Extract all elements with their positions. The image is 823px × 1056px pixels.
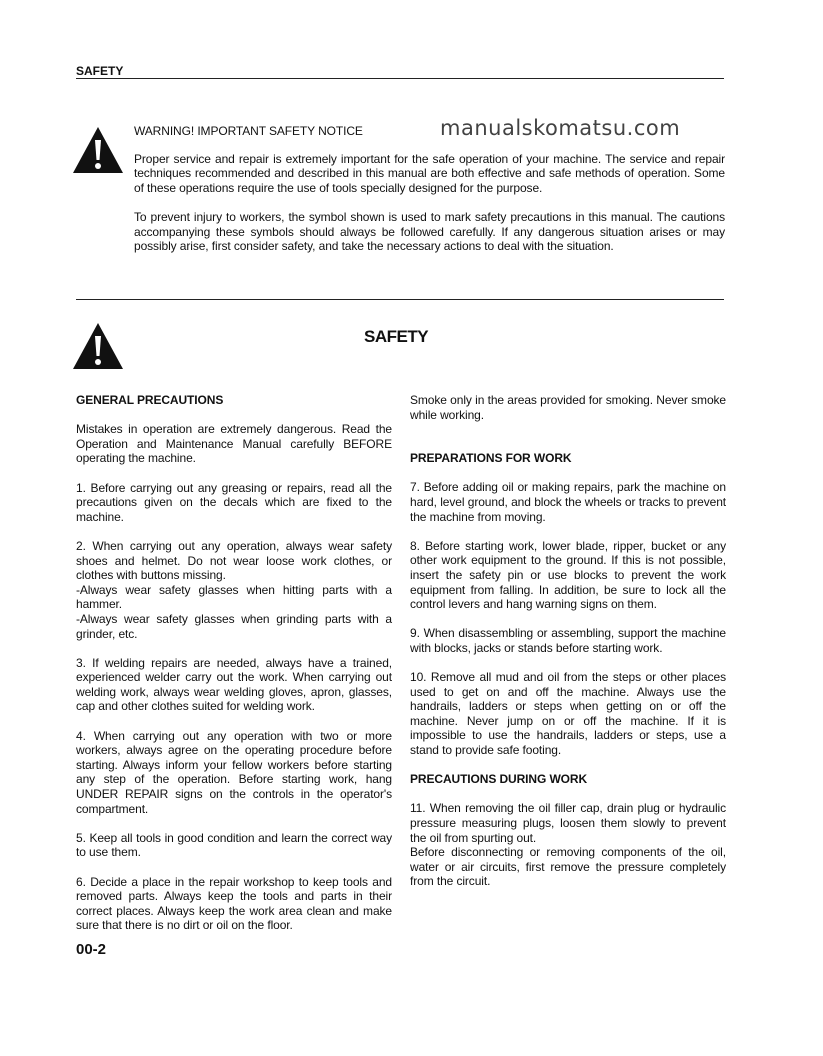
heading-general-precautions: GENERAL PRECAUTIONS (76, 393, 224, 407)
precaution-9: 9. When disassembling or assembling, support the machine with blocks, jacks or stands before starting work. (410, 626, 726, 655)
precaution-8: 8. Before starting work, lower blade, ripper, bucket or any other work equipment to the ground. If this is not possible, insert the safety pin or use blocks to prevent the work equipment from falling. In addition, be sure to lock all the control levers and hang warning signs on them. (410, 538, 726, 612)
warning-triangle-icon (72, 322, 124, 370)
precaution-10: 10. Remove all mud and oil from the steps or other places used to get on and off the machine. Always use the handrails, ladders or steps when getting on or off the machine. Never jump on or off the machine. If it is impossible to use the handrails, ladders or steps, use a stand to provide safe footing. (410, 670, 726, 758)
right-column (410, 393, 726, 889)
precaution-4: 4. When carrying out any operation with two or more workers, always agree on the operating procedure before starting. Always inform your fellow workers before starting any step of the operation. Before starting work, hang UNDER REPAIR signs on the controls in the operator's compartment. (76, 728, 392, 816)
precaution-6: 6. Decide a place in the repair workshop to keep tools and removed parts. Always keep the tools and parts in their correct places. Always keep the work area clean and make sure that there is no dirt or oil on the floor. (76, 874, 392, 933)
precaution-2: 2. When carrying out any operation, always wear safety shoes and helmet. Do not wear loose work clothes, or clothes with buttons missing. (76, 538, 392, 583)
left-column (76, 393, 392, 958)
page-number: 00-2 (76, 940, 107, 958)
heading-during-work: PRECAUTIONS DURING WORK (410, 772, 588, 787)
precaution-1: 1. Before carrying out any greasing or repairs, read all the precautions given on the decals which are fixed to the machine. (76, 480, 392, 524)
precaution-11b: Before disconnecting or removing components of the oil, water or air circuits, first remove the pressure completely from the circuit. (410, 845, 726, 889)
notice-paragraph-2: To prevent injury to workers, the symbol shown is used to mark safety precautions in this manual. The cautions accompanying these symbols should always be followed carefully. If any dangerous situation arises or may possibly arise, first consider safety, and take the necessary actions to deal with the situation. (134, 209, 725, 254)
precaution-2b: -Always wear safety glasses when hitting parts with a hammer. (76, 582, 392, 612)
precaution-7: 7. Before adding oil or making repairs, park the machine on hard, level ground, and block the wheels or tracks to prevent the machine from moving. (410, 480, 726, 524)
heading-preparations: PREPARATIONS FOR WORK (410, 451, 572, 466)
precaution-2c: -Always wear safety glasses when grinding parts with a grinder, etc. (76, 611, 392, 641)
notice-title: WARNING! IMPORTANT SAFETY NOTICE (134, 124, 363, 138)
page-title: SAFETY (364, 327, 429, 346)
notice-rule (76, 299, 724, 300)
smoking-note: Smoke only in the areas provided for smoking. Never smoke while working. (410, 393, 726, 422)
warning-triangle-icon (72, 126, 124, 174)
section-header: SAFETY (76, 64, 124, 78)
general-intro: Mistakes in operation are extremely dangerous. Read the Operation and Maintenance Manual carefully BEFORE operating the machine. (76, 422, 392, 466)
precaution-3: 3. If welding repairs are needed, always have a trained, experienced welder carry out the work. When carrying out welding work, always wear welding gloves, apron, glasses, cap and other clothes suited for welding work. (76, 655, 392, 714)
header-rule (76, 78, 724, 79)
precaution-11: 11. When removing the oil filler cap, drain plug or hydraulic pressure measuring plugs, loosen them slowly to prevent the oil from spurting out. (410, 801, 726, 845)
notice-paragraph-1: Proper service and repair is extremely important for the safe operation of your machine. The service and repair techniques recommended and described in this manual are both effective and safe methods of operation. Some of these operations require the use of tools specially designed for the purpose. (134, 151, 725, 195)
precaution-5: 5. Keep all tools in good condition and learn the correct way to use them. (76, 830, 392, 860)
watermark: manualskomatsu.com (440, 116, 681, 140)
safety-notice (134, 124, 725, 254)
